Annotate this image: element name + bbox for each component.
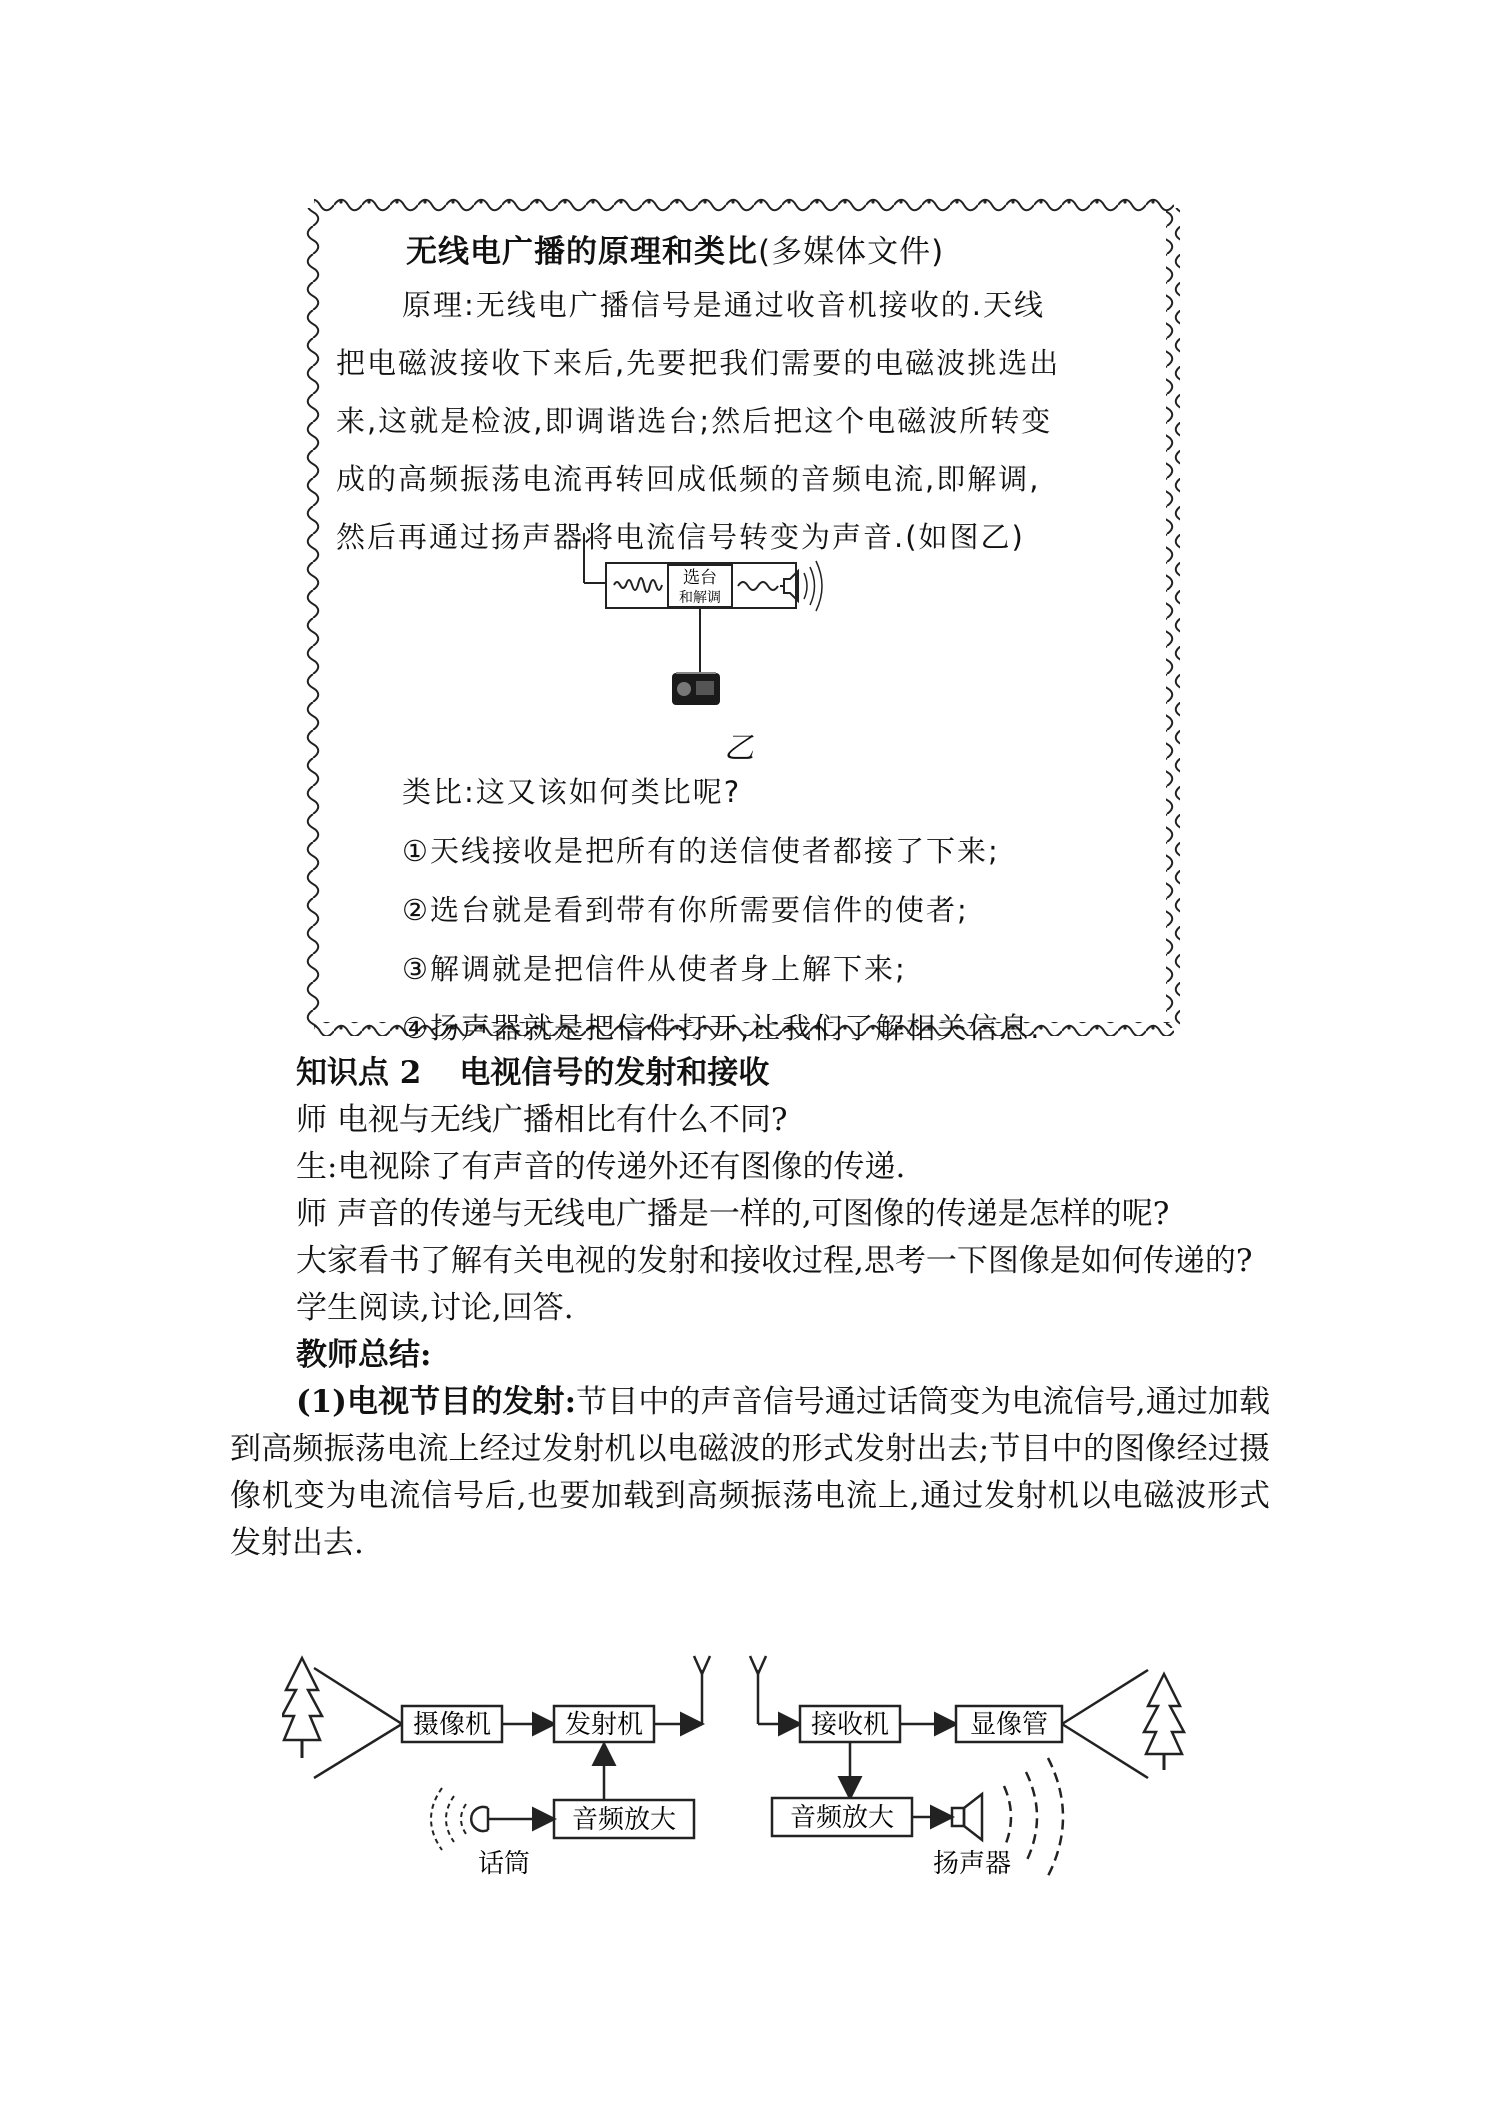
radio-receiver-figure	[576, 533, 826, 728]
figure-caption: 乙	[724, 731, 754, 766]
paragraph-tv-transmission	[230, 1379, 1270, 1567]
camera-label: 摄像机	[412, 1710, 492, 1740]
receiver-label: 接收机	[810, 1710, 890, 1740]
receive-antenna-icon	[750, 1656, 766, 1724]
picture-tube-label: 显像管	[969, 1710, 1049, 1740]
dialogue-teacher: 师 电视与无线广播相比有什么不同?	[296, 1102, 788, 1138]
analogy-list	[402, 763, 1041, 1058]
principle-line: 来,这就是检波,即调谐选台;然后把这个电磁波所转变	[336, 404, 1053, 438]
principle-line: 成的高频振荡电流再转回成低频的音频电流,即解调,	[336, 462, 1041, 496]
sound-wave-icon	[804, 573, 807, 599]
box-title	[406, 226, 944, 271]
audio-wave-icon	[738, 582, 778, 590]
hf-wave-icon	[614, 578, 662, 592]
box-title-text: 无线电广播的原理和类比	[406, 234, 758, 270]
summary-label: 教师总结:	[296, 1337, 432, 1373]
block-label-1: 选台	[683, 568, 717, 588]
audio-amp-left-label: 音频放大	[571, 1805, 677, 1835]
tree-icon-left	[282, 1658, 322, 1758]
principle-paragraph	[336, 276, 1156, 566]
heading-number: 知识点 2	[296, 1055, 422, 1091]
heading-text: 电视信号的发射和接收	[459, 1055, 770, 1091]
audio-amp-right-label: 音频放大	[789, 1803, 895, 1833]
tv-transmission-diagram	[282, 1650, 1202, 1880]
analogy-item: ④扬声器就是把信件打开,让我们了解相关信息.	[402, 1011, 1042, 1045]
block-label-2: 和解调	[679, 590, 721, 606]
analogy-item: ②选台就是看到带有你所需要信件的使者;	[402, 893, 969, 927]
dialogue-student: 生:电视除了有声音的传递外还有图像的传递.	[296, 1149, 906, 1185]
section-heading	[230, 1050, 1270, 1097]
transmit-antenna-icon	[694, 1656, 710, 1724]
main-text	[230, 1050, 1270, 1567]
speaker-label: 扬声器	[932, 1849, 1012, 1879]
radio-set-icon	[672, 673, 720, 705]
paragraph: 学生阅读,讨论,回答.	[296, 1290, 574, 1326]
tree-icon-right	[1144, 1674, 1184, 1770]
analogy-intro: 类比:这又该如何类比呢?	[402, 775, 742, 809]
transmitter-label: 发射机	[564, 1710, 644, 1740]
principle-line: 然后再通过扬声器将电流信号转变为声音.(如图乙)	[336, 520, 1025, 554]
box-title-paren: (多媒体文件)	[758, 234, 945, 270]
tv-transmission-title: (1)电视节目的发射:	[296, 1384, 577, 1420]
tv-transmission-body: 节目中的声音信号通过话筒变为电流信号,通过加载到高频振荡电流上经过发射机以电磁波的形式发射出去;节目中的图像经过摄像机变为电流信号后,也要加载到高频振荡电流上,通过发射机以电磁波形式发射出去.	[230, 1384, 1270, 1561]
analogy-item: ①天线接收是把所有的送信使者都接了下来;	[402, 834, 1000, 868]
analogy-item: ③解调就是把信件从使者身上解下来;	[402, 952, 907, 986]
principle-line: 把电磁波接收下来后,先要把我们需要的电磁波挑选出	[336, 346, 1061, 380]
principle-line: 原理:无线电广播信号是通过收音机接收的.天线	[402, 288, 1045, 322]
multimedia-box	[306, 198, 1182, 1045]
mic-label: 话筒	[477, 1849, 531, 1879]
picture-cone	[1062, 1670, 1148, 1778]
paragraph: 大家看书了解有关电视的发射和接收过程,思考一下图像是如何传递的?	[296, 1243, 1253, 1279]
camera-cone	[314, 1668, 402, 1778]
microphone-icon	[431, 1788, 502, 1850]
dialogue-teacher: 师 声音的传递与无线电广播是一样的,可图像的传递是怎样的呢?	[296, 1196, 1170, 1232]
